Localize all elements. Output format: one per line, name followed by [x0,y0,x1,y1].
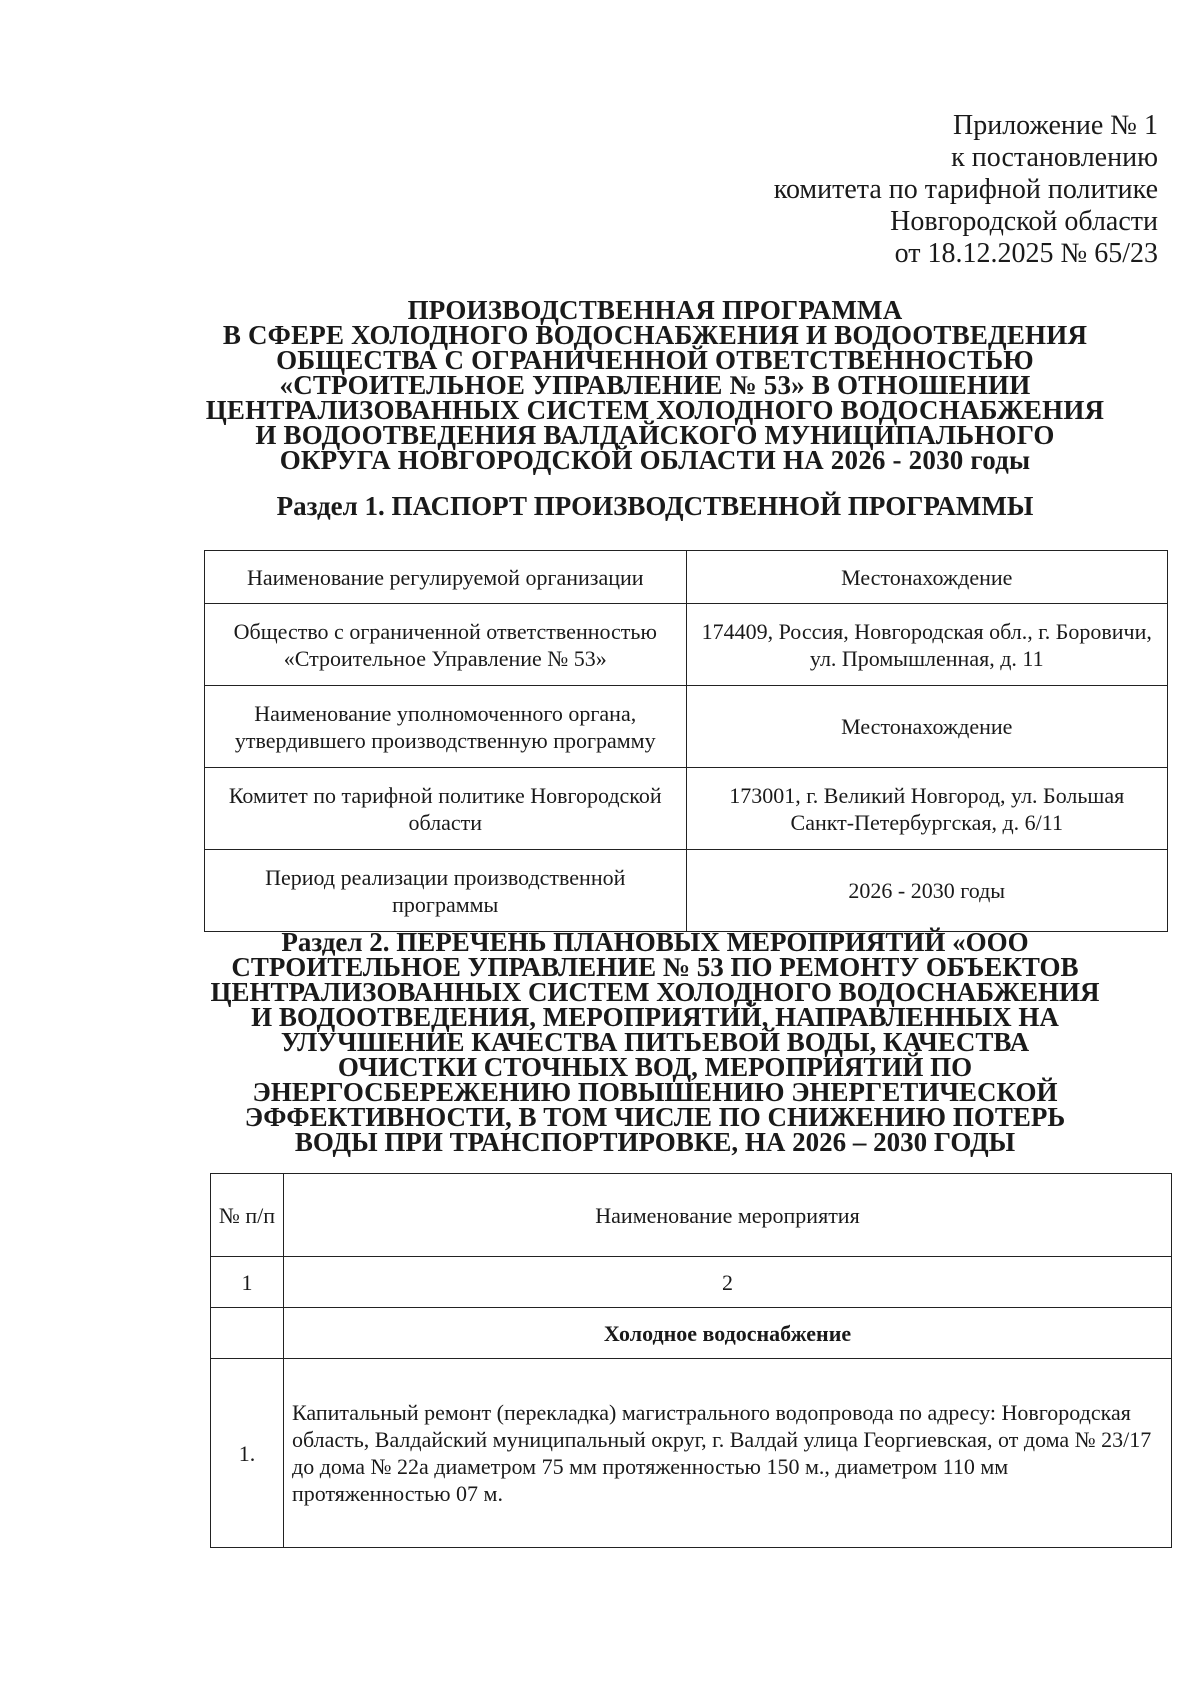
table-cell: 173001, г. Великий Новгород, ул. Большая Санкт-Петербургская, д. 6/11 [686,768,1168,850]
title-line: ПРОИЗВОДСТВЕННАЯ ПРОГРАММА [407,295,903,325]
section2-title-line: УЛУЧШЕНИЕ КАЧЕСТВА ПИТЬЕВОЙ ВОДЫ, КАЧЕСТВА [280,1027,1030,1057]
measures-table [210,1173,1172,1548]
title-line: ОКРУГА НОВГОРОДСКОЙ ОБЛАСТИ НА 2026 - 2030 годы [279,445,1031,475]
section2-title-line: ЭНЕРГОСБЕРЕЖЕНИЮ ПОВЫШЕНИЮ ЭНЕРГЕТИЧЕСКОЙ [252,1077,1058,1107]
section2-title-line: Раздел 2. ПЕРЕЧЕНЬ ПЛАНОВЫХ МЕРОПРИЯТИЙ «ООО [281,927,1029,957]
appendix-block [774,110,1158,270]
table-cell: Наименование уполномоченного органа, утвердившего производственную программу [205,686,687,768]
table-header-row [211,1174,1172,1257]
index-num-cell: 1 [211,1257,284,1308]
table-row [205,604,1168,686]
table-row [205,768,1168,850]
header-num-cell: № п/п [211,1174,284,1257]
table-cell: 174409, Россия, Новгородская обл., г. Боровичи, ул. Промышленная, д. 11 [686,604,1168,686]
section2-title-line: И ВОДООТВЕДЕНИЯ, МЕРОПРИЯТИЙ, НАПРАВЛЕННЫХ НА [251,1002,1059,1032]
section2-title [150,927,1160,1157]
table-cell: Период реализации производственной программы [205,850,687,932]
section2-title-line: ЦЕНТРАЛИЗОВАННЫХ СИСТЕМ ХОЛОДНОГО ВОДОСНАБЖЕНИЯ [210,977,1100,1007]
table-group-row [211,1308,1172,1359]
program-title [150,295,1160,475]
appendix-line: Новгородской области [890,206,1158,237]
group-num-cell [211,1308,284,1359]
appendix-line: к постановлению [951,142,1158,173]
title-line: «СТРОИТЕЛЬНОЕ УПРАВЛЕНИЕ № 53» В ОТНОШЕНИИ [279,370,1031,400]
section1-title: Раздел 1. ПАСПОРТ ПРОИЗВОДСТВЕННОЙ ПРОГРАММЫ [276,491,1034,521]
section2-title-line: СТРОИТЕЛЬНОЕ УПРАВЛЕНИЕ № 53 ПО РЕМОНТУ ОБЪЕКТОВ [231,952,1079,982]
item-text-cell: Капитальный ремонт (перекладка) магистрального водопровода по адресу: Новгородская область, Валдайский муниципальный округ, г. Валдай улица Георгиевская, от дома № 23/17 до дома № 22а диаметром 75 мм протяженностью 150 м., диаметром 110 мм протяженностью 07 м. [284,1359,1172,1548]
appendix-line: Приложение № 1 [953,110,1158,141]
table-row [211,1359,1172,1548]
appendix-line: комитета по тарифной политике [773,174,1158,205]
title-line: ОБЩЕСТВА С ОГРАНИЧЕННОЙ ОТВЕТСТВЕННОСТЬЮ [276,345,1034,375]
section2-title-line: ЭФФЕКТИВНОСТИ, В ТОМ ЧИСЛЕ ПО СНИЖЕНИЮ ПОТЕРЬ [244,1102,1066,1132]
table-index-row [211,1257,1172,1308]
table-cell: Общество с ограниченной ответственностью «Строительное Управление № 53» [205,604,687,686]
title-line: ЦЕНТРАЛИЗОВАННЫХ СИСТЕМ ХОЛОДНОГО ВОДОСНАБЖЕНИЯ [205,395,1105,425]
item-num-cell: 1. [211,1359,284,1548]
passport-table [204,550,1168,932]
index-name-cell: 2 [284,1257,1172,1308]
table-cell: Наименование регулируемой организации [205,551,687,604]
title-line: И ВОДООТВЕДЕНИЯ ВАЛДАЙСКОГО МУНИЦИПАЛЬНОГО [255,420,1055,450]
table-cell: 2026 - 2030 годы [686,850,1168,932]
table-cell: Местонахождение [686,551,1168,604]
header-name-cell: Наименование мероприятия [284,1174,1172,1257]
appendix-line: от 18.12.2025 № 65/23 [894,238,1158,269]
section2-title-line: ВОДЫ ПРИ ТРАНСПОРТИРОВКЕ, НА 2026 – 2030 ГОДЫ [294,1127,1016,1157]
table-cell: Местонахождение [686,686,1168,768]
table-cell: Комитет по тарифной политике Новгородской области [205,768,687,850]
table-row [205,850,1168,932]
title-line: В СФЕРЕ ХОЛОДНОГО ВОДОСНАБЖЕНИЯ И ВОДООТВЕДЕНИЯ [222,320,1088,350]
section2-title-line: ОЧИСТКИ СТОЧНЫХ ВОД, МЕРОПРИЯТИЙ ПО [337,1052,973,1082]
group-name-cell: Холодное водоснабжение [284,1308,1172,1359]
table-row [205,551,1168,604]
table-row [205,686,1168,768]
